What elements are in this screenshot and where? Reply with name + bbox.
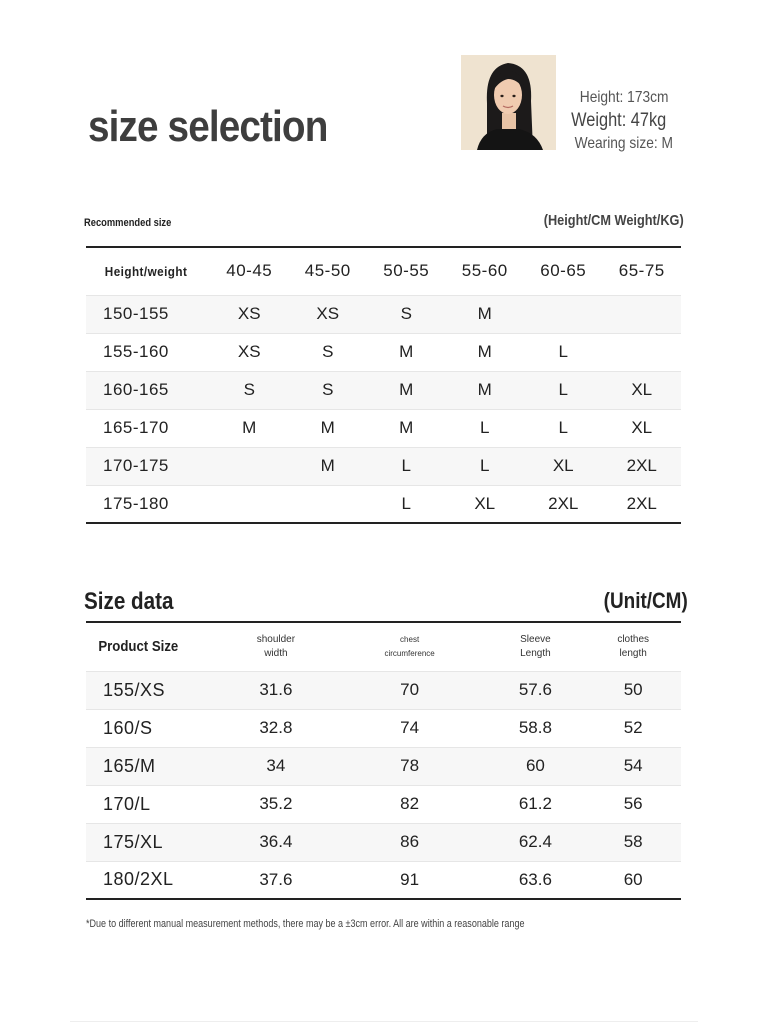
size-cell: L — [558, 380, 568, 399]
header-line: chest — [400, 634, 420, 644]
model-info — [566, 86, 678, 155]
table-header-row — [86, 622, 681, 671]
measurement-cell: 62.4 — [518, 832, 552, 851]
measurement-column-header — [585, 622, 681, 671]
weight-column-header: 40-45 — [226, 261, 273, 281]
measurement-cell: 60 — [623, 869, 643, 889]
table-row — [86, 747, 681, 785]
weight-column-header: 45-50 — [304, 261, 351, 281]
size-cell: S — [322, 342, 334, 361]
model-portrait-image — [461, 55, 556, 150]
size-cell — [603, 295, 682, 333]
size-cell: 2XL — [626, 456, 657, 475]
measurement-cell: 52 — [623, 718, 643, 737]
size-cell: S — [400, 304, 412, 323]
size-cell: XL — [631, 380, 653, 399]
size-cell: M — [320, 456, 335, 475]
header-line: clothes — [617, 633, 650, 645]
measurement-cell: 58 — [623, 832, 643, 851]
measurement-cell: 37.6 — [259, 869, 293, 889]
size-cell: 2XL — [626, 493, 657, 513]
product-size-cell: 170/L — [103, 793, 151, 814]
table-row — [86, 409, 681, 447]
weight-column-header: 50-55 — [383, 261, 430, 281]
height-row-header: 165-170 — [103, 418, 169, 437]
product-size-cell: 155/XS — [103, 679, 166, 700]
recommended-size-label: Recommended size — [84, 217, 172, 229]
size-cell: M — [477, 342, 492, 361]
measurement-cell: 56 — [623, 794, 643, 813]
measurement-cell: 61.2 — [518, 794, 552, 813]
size-cell: L — [480, 418, 490, 437]
measurement-cell: 50 — [623, 680, 643, 699]
measurement-cell: 32.8 — [259, 718, 293, 737]
measurement-cell: 60 — [525, 756, 545, 775]
height-row-header: 175-180 — [103, 493, 169, 513]
height-row-header: 155-160 — [103, 342, 169, 361]
model-height: Height: 173cm — [579, 89, 669, 106]
size-cell: XL — [474, 493, 496, 513]
size-cell: M — [477, 304, 492, 323]
size-data-title: Size data — [84, 588, 174, 615]
size-cell: L — [558, 342, 568, 361]
weight-column-header: 65-75 — [618, 261, 665, 281]
header-line: length — [619, 647, 647, 659]
size-cell: L — [480, 456, 490, 475]
size-cell: XS — [316, 304, 340, 323]
size-cell: XL — [552, 456, 574, 475]
recommended-size-unit: (Height/CM Weight/KG) — [544, 212, 684, 229]
weight-column-header: 55-60 — [461, 261, 508, 281]
height-row-header: 160-165 — [103, 380, 169, 399]
table-row — [86, 485, 681, 523]
size-cell: XS — [237, 342, 261, 361]
table-row — [86, 709, 681, 747]
table-row — [86, 823, 681, 861]
measurement-cell: 36.4 — [259, 832, 293, 851]
size-cell: M — [477, 380, 492, 399]
product-size-cell: 175/XL — [103, 831, 164, 852]
size-cell: S — [322, 380, 334, 399]
page-title: size selection — [88, 102, 328, 151]
measurement-cell: 70 — [400, 680, 420, 699]
measurement-cell: 63.6 — [518, 869, 552, 889]
measurement-cell: 57.6 — [518, 680, 552, 699]
measurement-cell: 58.8 — [518, 718, 552, 737]
size-cell: M — [399, 342, 414, 361]
measurement-cell: 34 — [266, 756, 286, 775]
header-line: Length — [520, 647, 551, 659]
measurement-cell: 31.6 — [259, 680, 293, 699]
measurement-cell: 86 — [400, 832, 420, 851]
size-cell — [210, 447, 289, 485]
divider — [70, 1021, 698, 1022]
height-row-header: 150-155 — [103, 304, 169, 323]
size-cell: 2XL — [548, 493, 579, 513]
measurement-cell: 54 — [623, 756, 643, 775]
measurement-column-header — [218, 622, 334, 671]
corner-header: Height/weight — [104, 263, 188, 279]
product-size-cell: 165/M — [103, 755, 156, 776]
measurement-cell: 82 — [400, 794, 420, 813]
header-line: shoulder — [256, 633, 296, 645]
size-cell — [524, 295, 603, 333]
model-weight: Weight: 47kg — [571, 110, 667, 131]
size-cell — [210, 485, 289, 523]
table-row — [86, 785, 681, 823]
measurement-column-header — [334, 622, 486, 671]
measurement-cell: 74 — [400, 718, 420, 737]
size-cell: L — [558, 418, 568, 437]
header-line: width — [264, 647, 288, 659]
size-cell: M — [320, 418, 335, 437]
measurement-cell: 91 — [400, 869, 420, 889]
height-row-header: 170-175 — [103, 456, 169, 475]
measurement-cell: 78 — [400, 756, 420, 775]
size-cell: M — [399, 380, 414, 399]
table-row — [86, 295, 681, 333]
size-cell: XL — [631, 418, 653, 437]
size-cell: L — [401, 456, 411, 475]
model-photo — [461, 55, 556, 150]
table-row — [86, 861, 681, 899]
product-size-cell: 180/2XL — [103, 869, 174, 890]
size-cell: L — [401, 493, 411, 513]
table-row — [86, 333, 681, 371]
size-data-unit: (Unit/CM) — [603, 588, 688, 613]
corner-header: Product Size — [98, 637, 179, 655]
table-row — [86, 447, 681, 485]
size-cell: S — [243, 380, 255, 399]
size-cell: M — [242, 418, 257, 437]
header-line: circumference — [384, 648, 435, 658]
size-cell — [603, 333, 682, 371]
size-data-table — [86, 621, 681, 900]
header-line: Sleeve — [520, 633, 551, 645]
table-row — [86, 371, 681, 409]
table-row — [86, 671, 681, 709]
model-wearing-size: Wearing size: M — [574, 135, 673, 152]
measurement-cell: 35.2 — [259, 794, 293, 813]
recommended-size-table — [86, 246, 681, 524]
size-cell — [289, 485, 368, 523]
measurement-footnote: *Due to different manual measurement methods, there may be a ±3cm error. All are within a reasonable range — [86, 918, 525, 930]
size-cell: XS — [237, 304, 261, 323]
measurement-column-header — [485, 622, 585, 671]
table-header-row — [86, 247, 681, 295]
size-cell: M — [399, 418, 414, 437]
weight-column-header: 60-65 — [540, 261, 587, 281]
product-size-cell: 160/S — [103, 717, 153, 738]
